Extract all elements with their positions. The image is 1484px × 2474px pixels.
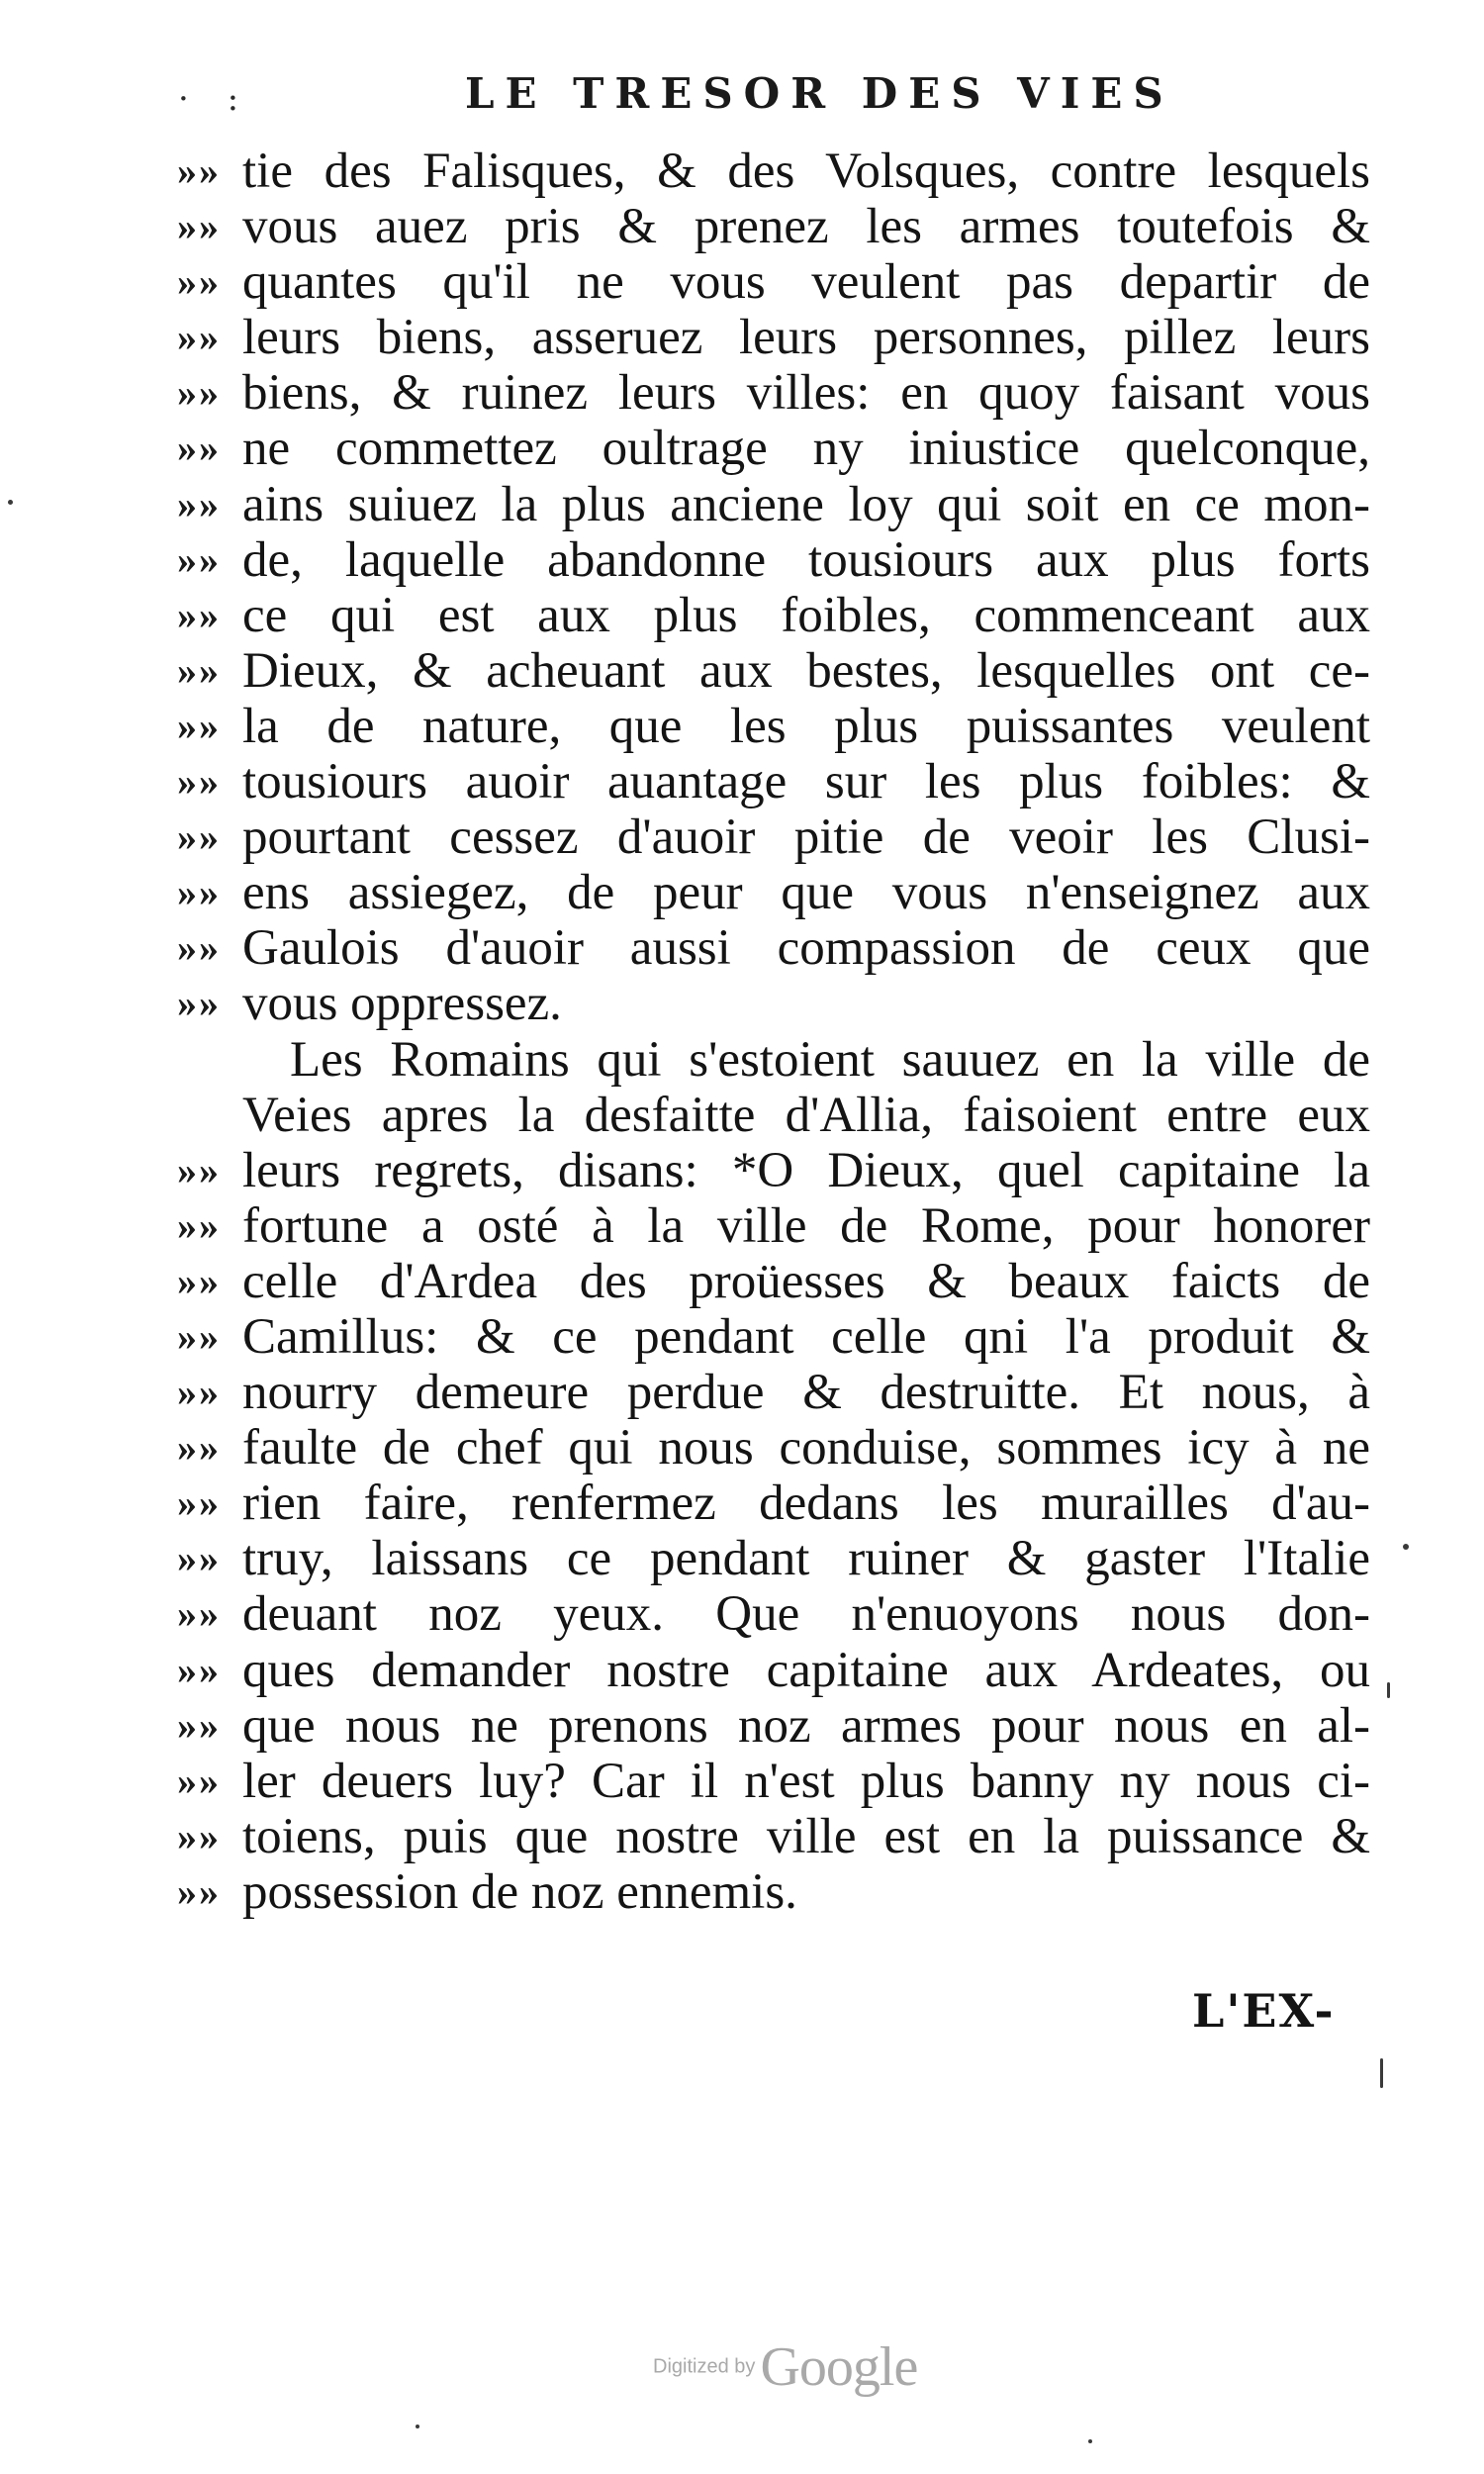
quote-marker: »» xyxy=(177,536,221,582)
text-line xyxy=(177,642,1370,699)
line-text: ains suiuez la plus anciene loy qui soit en ce mon- xyxy=(242,476,1370,532)
line-text: vous oppressez. xyxy=(242,976,562,1032)
text-block xyxy=(177,143,1370,1920)
text-line xyxy=(177,809,1370,866)
quote-marker: »» xyxy=(177,1425,221,1471)
text-line xyxy=(177,310,1370,366)
text-line xyxy=(177,365,1370,422)
line-text: Camillus: & ce pendant celle qni l'a produit & xyxy=(242,1308,1370,1365)
text-line xyxy=(177,865,1370,921)
quote-marker: »» xyxy=(177,481,221,526)
quote-marker: »» xyxy=(177,1313,221,1359)
quote-marker: »» xyxy=(177,925,221,971)
text-line xyxy=(177,1808,1370,1864)
quote-marker: »» xyxy=(177,426,221,471)
line-text: Gaulois d'auoir aussi compassion de ceux que xyxy=(242,920,1370,977)
line-text: faulte de chef qui nous conduise, sommes icy à ne xyxy=(242,1420,1370,1476)
text-line xyxy=(183,1032,1370,1088)
text-line xyxy=(177,1753,1370,1809)
text-line xyxy=(177,143,1370,199)
line-text: pourtant cessez d'auoir pitie de veoir les Clusi- xyxy=(242,809,1370,866)
line-text: deuant noz yeux. Que n'enuoyons nous don- xyxy=(242,1586,1370,1643)
quote-marker: »» xyxy=(177,1370,221,1415)
text-line xyxy=(177,587,1370,643)
quote-marker: »» xyxy=(177,259,221,305)
text-line xyxy=(183,1088,1370,1143)
quote-marker: »» xyxy=(177,204,221,249)
line-text: celle d'Ardea des proüesses & beaux faicts de xyxy=(242,1253,1370,1309)
line-text: de, laquelle abandonne tousiours aux plus forts xyxy=(242,531,1370,588)
scan-speck xyxy=(1380,2058,1383,2088)
quote-marker: »» xyxy=(177,148,221,193)
quote-marker: »» xyxy=(177,759,221,805)
line-text: fortune a osté à la ville de Rome, pour honorer xyxy=(242,1197,1370,1254)
line-text: que nous ne prenons noz armes pour nous en al- xyxy=(242,1697,1370,1754)
text-line xyxy=(177,1697,1370,1754)
quote-marker: »» xyxy=(177,1480,221,1526)
text-line xyxy=(177,1531,1370,1587)
text-line xyxy=(177,254,1370,311)
scan-speck xyxy=(8,500,13,505)
line-text: leurs regrets, disans: *O Dieux, quel capitaine la xyxy=(242,1142,1370,1198)
text-line xyxy=(177,1586,1370,1643)
line-text: nourry demeure perdue & destruitte. Et nous, à xyxy=(242,1365,1370,1421)
quote-marker: »» xyxy=(177,870,221,915)
quote-marker: »» xyxy=(177,647,221,693)
line-text: truy, laissans ce pendant ruiner & gaster l'Italie xyxy=(242,1531,1370,1587)
running-title: LE TRESOR DES VIES xyxy=(465,69,1174,118)
text-line xyxy=(177,1420,1370,1476)
line-text: tousiours auoir auantage sur les plus foibles: & xyxy=(242,754,1370,810)
line-text: Les Romains qui s'estoient sauuez en la ville de xyxy=(290,1031,1370,1088)
quote-marker: »» xyxy=(177,1702,221,1748)
line-text: possession de noz ennemis. xyxy=(242,1863,797,1920)
line-text: vous auez pris & prenez les armes toutefois & xyxy=(242,199,1370,255)
line-text: ce qui est aux plus foibles, commenceant aux xyxy=(242,587,1370,643)
quote-marker: »» xyxy=(177,1202,221,1248)
line-text: la de nature, que les plus puissantes veulent xyxy=(242,698,1370,754)
header-ornament: · : xyxy=(178,79,253,119)
scan-speck xyxy=(416,2425,419,2428)
line-text: leurs biens, asseruez leurs personnes, pillez leurs xyxy=(242,310,1370,366)
line-text: Dieux, & acheuant aux bestes, lesquelles ont ce- xyxy=(242,642,1370,699)
text-line xyxy=(177,1365,1370,1421)
quote-marker: »» xyxy=(177,370,221,416)
digitized-watermark xyxy=(653,2335,917,2399)
catchword: L'EX- xyxy=(1192,1984,1336,2038)
text-line xyxy=(177,476,1370,532)
scan-speck xyxy=(1088,2439,1092,2443)
text-line xyxy=(177,531,1370,588)
line-text: ques demander nostre capitaine aux Ardeates, ou xyxy=(242,1642,1370,1698)
line-text: quantes qu'il ne vous veulent pas departir de xyxy=(242,254,1370,311)
quote-marker: »» xyxy=(177,315,221,360)
quote-marker: »» xyxy=(177,1591,221,1637)
quote-marker: »» xyxy=(177,1813,221,1858)
scan-speck xyxy=(1387,1682,1390,1698)
text-line xyxy=(177,1863,1370,1920)
line-text: tie des Falisques, & des Volsques, contre lesquels xyxy=(242,143,1370,199)
text-line xyxy=(177,754,1370,810)
text-line xyxy=(177,1475,1370,1532)
line-text: toiens, puis que nostre ville est en la puissance & xyxy=(242,1808,1370,1864)
line-text: ne commettez oultrage ny iniustice quelconque, xyxy=(242,421,1370,477)
line-text: biens, & ruinez leurs villes: en quoy faisant vous xyxy=(242,365,1370,422)
text-line xyxy=(177,421,1370,477)
digitized-by-text: Digitized by xyxy=(653,2355,756,2378)
text-line xyxy=(177,1642,1370,1698)
quote-marker: »» xyxy=(177,1147,221,1192)
text-line xyxy=(177,976,1370,1032)
quote-marker: »» xyxy=(177,1868,221,1914)
quote-marker: »» xyxy=(177,1258,221,1303)
quote-marker: »» xyxy=(177,1536,221,1581)
text-line xyxy=(177,199,1370,255)
text-line xyxy=(177,920,1370,977)
line-text: ler deuers luy? Car il n'est plus banny ny nous ci- xyxy=(242,1753,1370,1809)
quote-marker: »» xyxy=(177,703,221,748)
line-text: ens assiegez, de peur que vous n'enseignez aux xyxy=(242,865,1370,921)
scan-speck xyxy=(1403,1544,1409,1550)
quote-marker: »» xyxy=(177,1758,221,1803)
quote-marker: »» xyxy=(177,592,221,637)
text-line xyxy=(177,1308,1370,1365)
quote-marker: »» xyxy=(177,1647,221,1692)
text-line xyxy=(177,698,1370,754)
quote-marker: »» xyxy=(177,981,221,1026)
text-line xyxy=(177,1253,1370,1309)
quote-marker: »» xyxy=(177,814,221,860)
text-line xyxy=(177,1197,1370,1254)
line-text: Veies apres la desfaitte d'Allia, faisoient entre eux xyxy=(242,1087,1370,1143)
line-text: rien faire, renfermez dedans les murailles d'au- xyxy=(242,1475,1370,1532)
google-logo-text: Google xyxy=(760,2336,918,2398)
text-line xyxy=(177,1142,1370,1198)
